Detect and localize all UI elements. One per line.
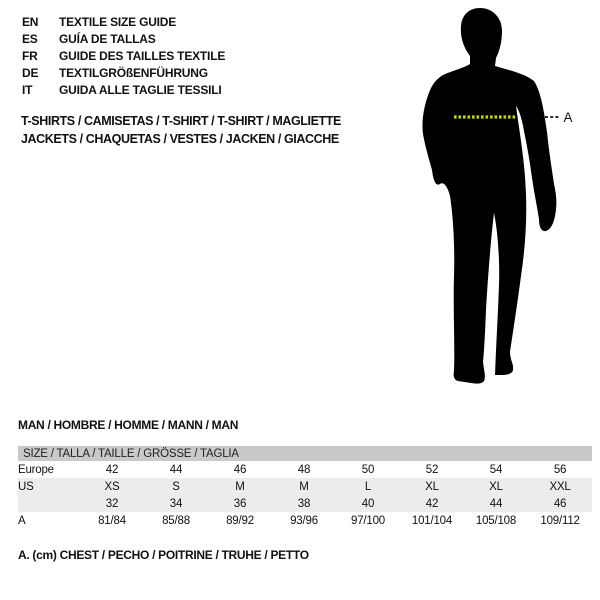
size-row-us-numeric xyxy=(18,495,592,512)
size-cell: 85/88 xyxy=(162,514,190,527)
size-cell: 34 xyxy=(144,495,208,512)
size-cell: 42 xyxy=(400,495,464,512)
size-cell: 54 xyxy=(489,463,503,476)
size-table xyxy=(18,446,592,529)
size-cell: 56 xyxy=(553,463,567,476)
language-code: ES xyxy=(22,32,38,46)
size-cell: 36 xyxy=(208,495,272,512)
language-title: GUÍA DE TALLAS xyxy=(59,32,156,46)
category-line-jackets: JACKETS / CHAQUETAS / VESTES / JACKEN / GIACCHE xyxy=(21,132,339,146)
size-cell: 40 xyxy=(336,495,400,512)
measure-label-a: A xyxy=(563,110,573,125)
language-title: GUIDA ALLE TAGLIE TESSILI xyxy=(59,83,222,97)
size-table-header: SIZE / TALLA / TAILLE / GRÖSSE / TAGLIA xyxy=(18,446,592,461)
size-cell: 109/112 xyxy=(540,514,580,527)
size-row-us xyxy=(18,478,592,495)
size-cell: 48 xyxy=(297,463,311,476)
row-label xyxy=(18,495,80,512)
size-cell: 46 xyxy=(528,495,592,512)
language-row xyxy=(22,82,225,99)
size-row-chest xyxy=(18,512,592,529)
size-cell: 93/96 xyxy=(290,514,318,527)
language-code: IT xyxy=(22,83,33,97)
language-row xyxy=(22,48,225,65)
measurement-footnote: A. (cm) CHEST / PECHO / POITRINE / TRUHE / PETTO xyxy=(18,548,309,562)
size-cell: 81/84 xyxy=(98,514,126,527)
size-cell: M xyxy=(208,478,272,495)
size-cell: 97/100 xyxy=(351,514,385,527)
size-cell: S xyxy=(144,478,208,495)
language-title: GUIDE DES TAILLES TEXTILE xyxy=(59,49,226,63)
size-cell: 52 xyxy=(425,463,439,476)
size-cell: XL xyxy=(464,478,528,495)
size-cell: 89/92 xyxy=(226,514,254,527)
row-label: US xyxy=(18,478,80,495)
section-title-man: MAN / HOMBRE / HOMME / MANN / MAN xyxy=(18,418,239,432)
row-label: Europe xyxy=(18,463,54,476)
row-label: A xyxy=(18,514,26,527)
size-row-europe xyxy=(18,461,592,478)
size-cell: 105/108 xyxy=(475,514,517,527)
size-cell: 46 xyxy=(233,463,247,476)
size-cell: M xyxy=(272,478,336,495)
size-cell: 38 xyxy=(272,495,336,512)
language-list xyxy=(22,14,225,99)
man-silhouette-figure xyxy=(398,0,593,390)
language-title: TEXTILGRÖßENFÜHRUNG xyxy=(59,66,208,80)
language-row xyxy=(22,65,225,82)
language-code: FR xyxy=(22,49,38,63)
size-cell: XS xyxy=(80,478,144,495)
category-line-tshirts: T-SHIRTS / CAMISETAS / T-SHIRT / T-SHIRT / MAGLIETTE xyxy=(21,114,341,128)
garment-categories xyxy=(21,112,341,148)
size-cell: 44 xyxy=(464,495,528,512)
size-cell: L xyxy=(336,478,400,495)
size-cell: 50 xyxy=(361,463,375,476)
size-cell: XXL xyxy=(528,478,592,495)
size-cell: XL xyxy=(400,478,464,495)
language-row xyxy=(22,31,225,48)
language-title: TEXTILE SIZE GUIDE xyxy=(59,15,177,29)
size-cell: 42 xyxy=(105,463,119,476)
man-silhouette xyxy=(422,8,556,384)
size-cell: 44 xyxy=(169,463,183,476)
size-cell: 101/104 xyxy=(411,514,453,527)
language-code: EN xyxy=(22,15,39,29)
language-row xyxy=(22,14,225,31)
language-code: DE xyxy=(22,66,39,80)
size-cell: 32 xyxy=(80,495,144,512)
size-table-header-row xyxy=(18,446,592,461)
